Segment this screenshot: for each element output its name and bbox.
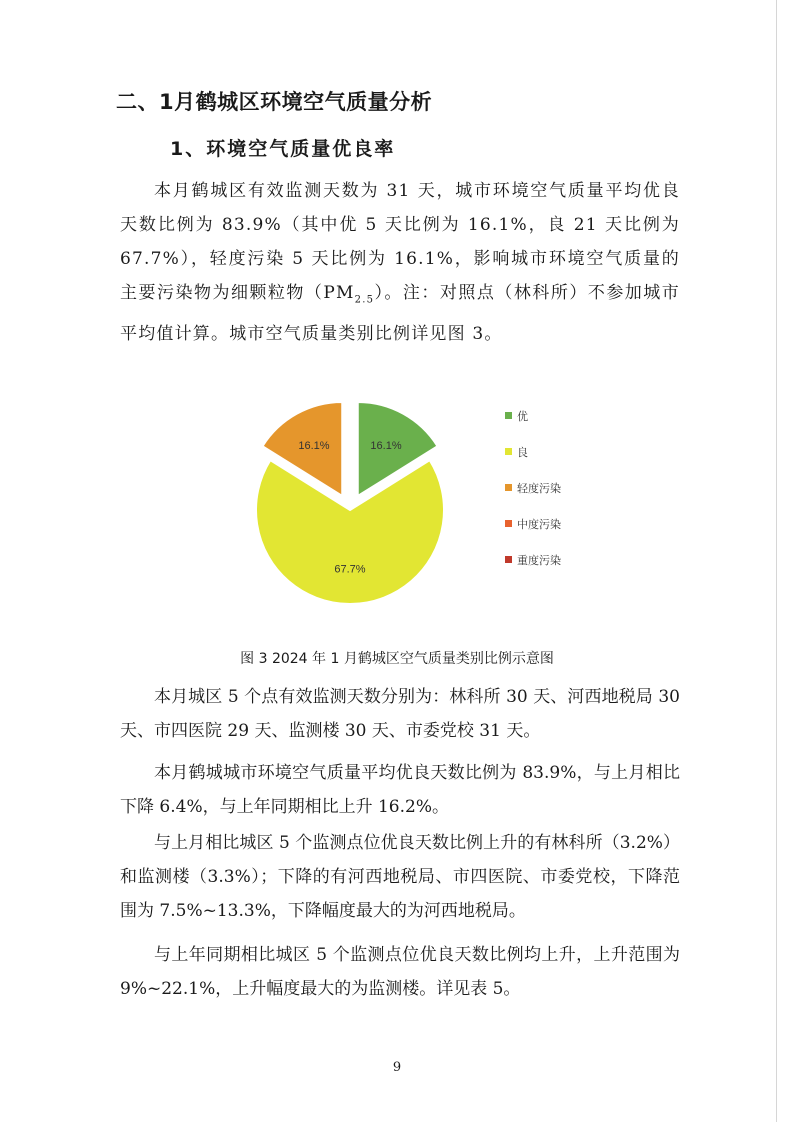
air-quality-pie-chart	[0, 380, 794, 620]
pie-slice-2	[256, 460, 444, 604]
legend-label-1: 优	[517, 410, 528, 423]
pie-data-label-2: 67.7%	[334, 563, 366, 576]
paragraph-month-comparison: 与上月相比城区 5 个监测点位优良天数比例上升的有林科所（3.2%）和监测楼（3.3%）；下降的有河西地税局、市四医院、市委党校，下降范围为 7.5%~13.3%，下降幅度最大的为河西地税局。	[120, 833, 680, 921]
legend-label-4: 中度污染	[517, 518, 561, 531]
legend-swatch-4	[505, 520, 512, 527]
paragraph-average-ratio: 本月鹤城城市环境空气质量平均优良天数比例为 83.9%，与上月相比下降 6.4%，与上年同期相比上升 16.2%。	[120, 763, 680, 817]
pie-chart-svg	[0, 380, 794, 620]
legend-swatch-5	[505, 556, 512, 563]
figure-caption: 图 3 2024 年 1 月鹤城区空气质量类别比例示意图	[240, 651, 554, 667]
legend-label-5: 重度污染	[517, 554, 561, 567]
legend-label-3: 轻度污染	[517, 482, 561, 495]
paragraph-summary-text-2: ）。注：对照点（林科所）不参加城市平均值计算。城市空气质量类别比例详见图 3。	[120, 283, 680, 345]
legend-swatch-3	[505, 484, 512, 491]
paragraph-monitoring-days: 本月城区 5 个点有效监测天数分别为：林科所 30 天、河西地税局 30 天、市四医院 29 天、监测楼 30 天、市委党校 31 天。	[120, 687, 680, 741]
paragraph-summary-text-1: 本月鹤城区有效监测天数为 31 天，城市环境空气质量平均优良天数比例为 83.9%（其中优 5 天比例为 16.1%，良 21 天比例为 67.7%），轻度污染 5 天比例为 16.1%，影响城市环境空气质量的主要污染物为细颗粒物（PM	[120, 181, 680, 303]
legend-label-2: 良	[517, 446, 528, 459]
legend-swatch-2	[505, 448, 512, 455]
pie-data-label-1: 16.1%	[370, 440, 402, 453]
pm-subscript: 2.5	[354, 294, 375, 306]
pie-data-label-3: 16.1%	[298, 440, 330, 453]
legend-swatch-1	[505, 412, 512, 419]
subsection-heading: 1、环境空气质量优良率	[170, 138, 396, 160]
section-heading: 二、1月鹤城区环境空气质量分析	[116, 90, 433, 114]
page-number: 9	[392, 1060, 402, 1075]
paragraph-summary	[120, 174, 680, 351]
paragraph-year-comparison: 与上年同期相比城区 5 个监测点位优良天数比例均上升，上升范围为 9%~22.1%，上升幅度最大的为监测楼。详见表 5。	[120, 945, 680, 999]
